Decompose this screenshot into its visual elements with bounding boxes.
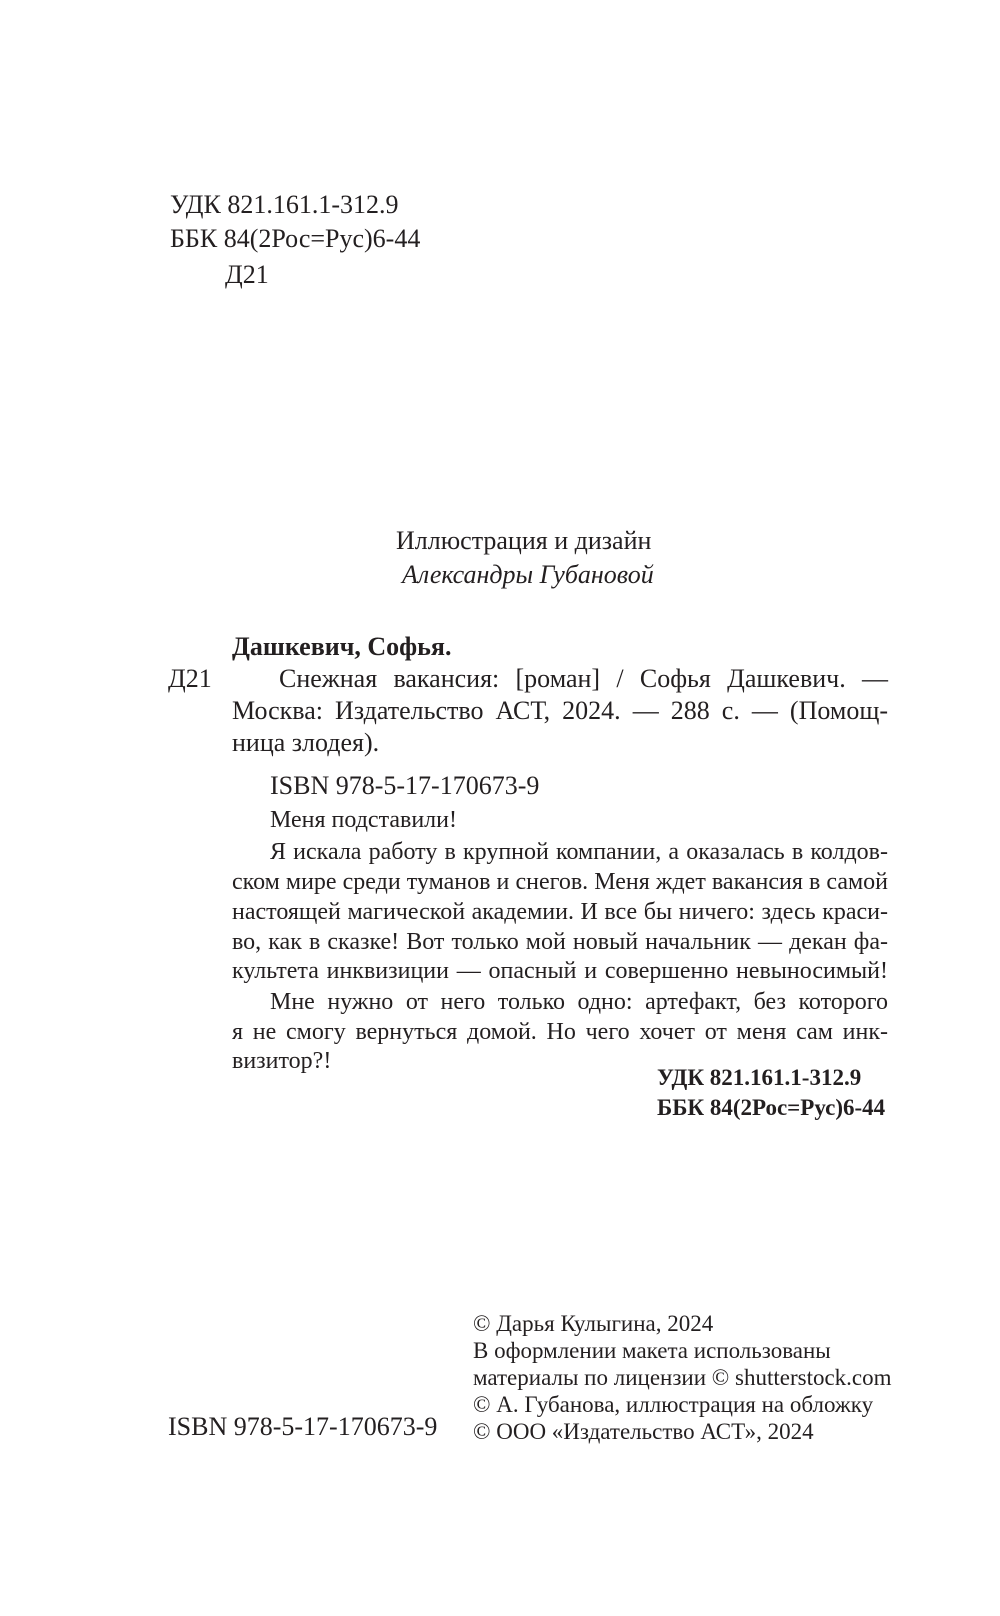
illustration-credit-label: Иллюстрация и дизайн bbox=[396, 526, 652, 555]
udk-code-top: УДК 821.161.1-312.9 bbox=[170, 190, 399, 219]
copyright-line: © Дарья Кулыгина, 2024 bbox=[473, 1311, 714, 1336]
annotation-line: я не смогу вернуться домой. Но чего хочет от меня сам инк- bbox=[232, 1019, 888, 1045]
annotation-line: Мне нужно от него только одно: артефакт, без которого bbox=[270, 989, 888, 1015]
card-description-line: Снежная вакансия: [роман] / Софья Дашкевич. — bbox=[279, 664, 888, 693]
annotation-line: во, как в сказке! Вот только мой новый начальник — декан фа- bbox=[232, 929, 888, 955]
card-author: Дашкевич, Софья. bbox=[232, 632, 452, 661]
annotation-line: Я искала работу в крупной компании, а оказалась в колдов- bbox=[270, 839, 888, 865]
isbn-bottom: ISBN 978-5-17-170673-9 bbox=[168, 1412, 438, 1441]
card-description-line: Москва: Издательство АСТ, 2024. — 288 с. — (Помощ- bbox=[232, 696, 888, 725]
annotation-line: культета инквизиции — опасный и совершенно невыносимый! bbox=[232, 958, 888, 984]
annotation-line: ском мире среди туманов и снегов. Меня ждет вакансия в самой bbox=[232, 869, 888, 895]
card-description-line: ница злодея). bbox=[232, 728, 380, 757]
annotation-line: настоящей магической академии. И все бы ничего: здесь краси- bbox=[232, 899, 888, 925]
annotation-line: Меня подставили! bbox=[270, 807, 457, 833]
card-bbk-code: ББК 84(2Рос=Рус)6-44 bbox=[657, 1095, 886, 1120]
author-mark-top: Д21 bbox=[225, 260, 269, 289]
illustration-credit-name: Александры Губановой bbox=[402, 560, 654, 589]
bbk-code-top: ББК 84(2Рос=Рус)6-44 bbox=[170, 224, 421, 253]
copyright-line: © А. Губанова, иллюстрация на обложку bbox=[473, 1392, 874, 1417]
card-isbn: ISBN 978-5-17-170673-9 bbox=[270, 771, 540, 800]
copyright-line: В оформлении макета использованы bbox=[473, 1338, 831, 1363]
copyright-line: материалы по лицензии © shutterstock.com bbox=[473, 1365, 892, 1390]
card-author-mark: Д21 bbox=[168, 664, 212, 693]
copyright-line: © ООО «Издательство АСТ», 2024 bbox=[473, 1419, 814, 1444]
card-udk-code: УДК 821.161.1-312.9 bbox=[657, 1065, 862, 1090]
annotation-line: визитор?! bbox=[232, 1048, 332, 1074]
